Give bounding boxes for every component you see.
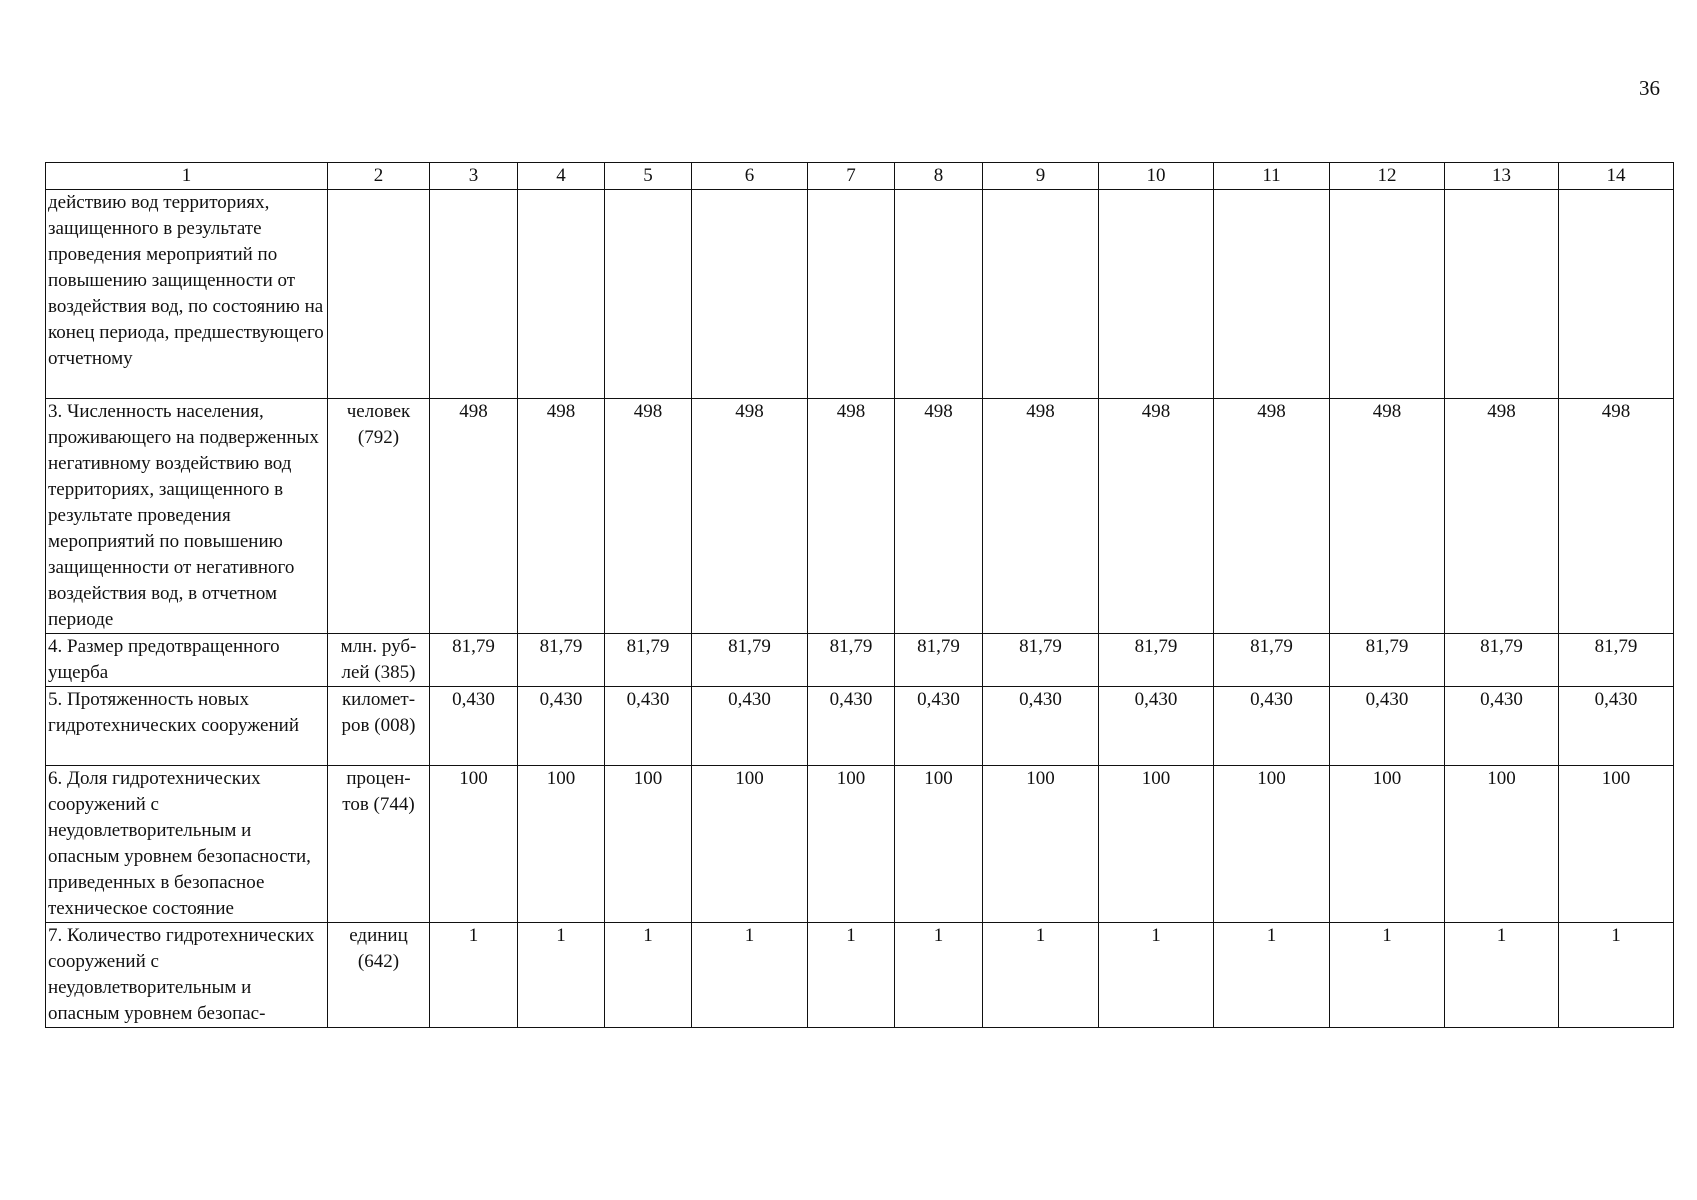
value-cell: 81,79 <box>692 634 808 687</box>
value-cell: 1 <box>1559 923 1674 1028</box>
indicators-table <box>45 162 1674 1028</box>
value-cell: 81,79 <box>605 634 692 687</box>
value-cell: 498 <box>1330 399 1445 634</box>
value-cell: 1 <box>1214 923 1330 1028</box>
value-cell: 0,430 <box>1330 687 1445 766</box>
column-number-cell: 5 <box>605 163 692 190</box>
table-body <box>46 163 1674 1028</box>
table-row <box>46 190 1674 399</box>
column-number-cell: 9 <box>983 163 1099 190</box>
value-cell: 0,430 <box>1445 687 1559 766</box>
value-cell <box>1330 190 1445 399</box>
indicator-description-cell: 4. Размер предотвращенного ущерба <box>46 634 328 687</box>
value-cell: 0,430 <box>895 687 983 766</box>
value-cell: 81,79 <box>1559 634 1674 687</box>
indicator-description-cell: действию вод территориях, защищенного в результате проведения мероприятий по повышению защищенности от воздействия вод, по состоянию на конец периода, предшествующего отчетному <box>46 190 328 399</box>
column-number-cell: 4 <box>518 163 605 190</box>
value-cell: 1 <box>605 923 692 1028</box>
unit-cell <box>328 190 430 399</box>
value-cell: 1 <box>1445 923 1559 1028</box>
value-cell: 81,79 <box>1445 634 1559 687</box>
column-number-cell: 12 <box>1330 163 1445 190</box>
unit-cell: единиц (642) <box>328 923 430 1028</box>
value-cell: 81,79 <box>1214 634 1330 687</box>
value-cell: 0,430 <box>518 687 605 766</box>
value-cell: 498 <box>1214 399 1330 634</box>
value-cell: 498 <box>605 399 692 634</box>
value-cell: 81,79 <box>895 634 983 687</box>
table-row <box>46 634 1674 687</box>
value-cell: 100 <box>983 766 1099 923</box>
value-cell: 100 <box>1099 766 1214 923</box>
indicator-description-cell: 5. Протяженность новых гидротехнических сооружений <box>46 687 328 766</box>
value-cell: 81,79 <box>518 634 605 687</box>
value-cell: 0,430 <box>808 687 895 766</box>
value-cell: 100 <box>518 766 605 923</box>
value-cell: 81,79 <box>983 634 1099 687</box>
value-cell: 100 <box>895 766 983 923</box>
column-number-cell: 6 <box>692 163 808 190</box>
value-cell: 81,79 <box>430 634 518 687</box>
column-number-cell: 11 <box>1214 163 1330 190</box>
value-cell: 0,430 <box>1099 687 1214 766</box>
value-cell: 1 <box>692 923 808 1028</box>
indicator-description-cell: 6. Доля гидротехнических сооружений с неудовлетворительным и опасным уровнем безопасности, приведенных в безопасное техническое состояние <box>46 766 328 923</box>
value-cell: 0,430 <box>983 687 1099 766</box>
value-cell: 0,430 <box>430 687 518 766</box>
value-cell: 81,79 <box>1099 634 1214 687</box>
table-row <box>46 687 1674 766</box>
value-cell: 498 <box>1559 399 1674 634</box>
value-cell: 100 <box>808 766 895 923</box>
table-row <box>46 399 1674 634</box>
column-number-row <box>46 163 1674 190</box>
column-number-cell: 1 <box>46 163 328 190</box>
value-cell: 498 <box>983 399 1099 634</box>
value-cell: 0,430 <box>1559 687 1674 766</box>
column-number-cell: 2 <box>328 163 430 190</box>
unit-cell: млн. руб- лей (385) <box>328 634 430 687</box>
value-cell: 100 <box>430 766 518 923</box>
value-cell: 1 <box>430 923 518 1028</box>
value-cell <box>1214 190 1330 399</box>
value-cell: 1 <box>518 923 605 1028</box>
value-cell: 498 <box>808 399 895 634</box>
value-cell: 0,430 <box>692 687 808 766</box>
column-number-cell: 10 <box>1099 163 1214 190</box>
value-cell <box>430 190 518 399</box>
value-cell: 100 <box>1445 766 1559 923</box>
value-cell <box>1445 190 1559 399</box>
value-cell: 1 <box>808 923 895 1028</box>
column-number-cell: 7 <box>808 163 895 190</box>
value-cell <box>895 190 983 399</box>
value-cell: 1 <box>895 923 983 1028</box>
value-cell: 81,79 <box>808 634 895 687</box>
column-number-cell: 3 <box>430 163 518 190</box>
value-cell: 498 <box>895 399 983 634</box>
value-cell: 1 <box>1330 923 1445 1028</box>
value-cell: 100 <box>605 766 692 923</box>
value-cell <box>808 190 895 399</box>
value-cell: 100 <box>1559 766 1674 923</box>
value-cell <box>692 190 808 399</box>
table-row <box>46 766 1674 923</box>
value-cell <box>1559 190 1674 399</box>
indicator-description-cell: 7. Количество гидротехнических сооружений с неудовлетворительным и опасным уровнем безопас- <box>46 923 328 1028</box>
value-cell <box>518 190 605 399</box>
column-number-cell: 13 <box>1445 163 1559 190</box>
value-cell: 498 <box>430 399 518 634</box>
value-cell: 498 <box>1099 399 1214 634</box>
value-cell <box>1099 190 1214 399</box>
value-cell: 100 <box>1330 766 1445 923</box>
unit-cell: процен- тов (744) <box>328 766 430 923</box>
unit-cell: километ- ров (008) <box>328 687 430 766</box>
value-cell: 1 <box>1099 923 1214 1028</box>
table-row <box>46 923 1674 1028</box>
value-cell: 0,430 <box>605 687 692 766</box>
value-cell: 100 <box>692 766 808 923</box>
indicator-description-cell: 3. Численность населения, проживающего на подверженных негативному воздействию вод территориях, защищенного в результате проведения мероприятий по повышению защищенности от негативного воздействия вод, в отчетном периоде <box>46 399 328 634</box>
value-cell: 100 <box>1214 766 1330 923</box>
column-number-cell: 8 <box>895 163 983 190</box>
value-cell: 498 <box>1445 399 1559 634</box>
value-cell <box>983 190 1099 399</box>
page-number: 36 <box>1639 76 1660 100</box>
value-cell <box>605 190 692 399</box>
unit-cell: человек (792) <box>328 399 430 634</box>
value-cell: 498 <box>518 399 605 634</box>
value-cell: 81,79 <box>1330 634 1445 687</box>
value-cell: 0,430 <box>1214 687 1330 766</box>
column-number-cell: 14 <box>1559 163 1674 190</box>
value-cell: 1 <box>983 923 1099 1028</box>
value-cell: 498 <box>692 399 808 634</box>
